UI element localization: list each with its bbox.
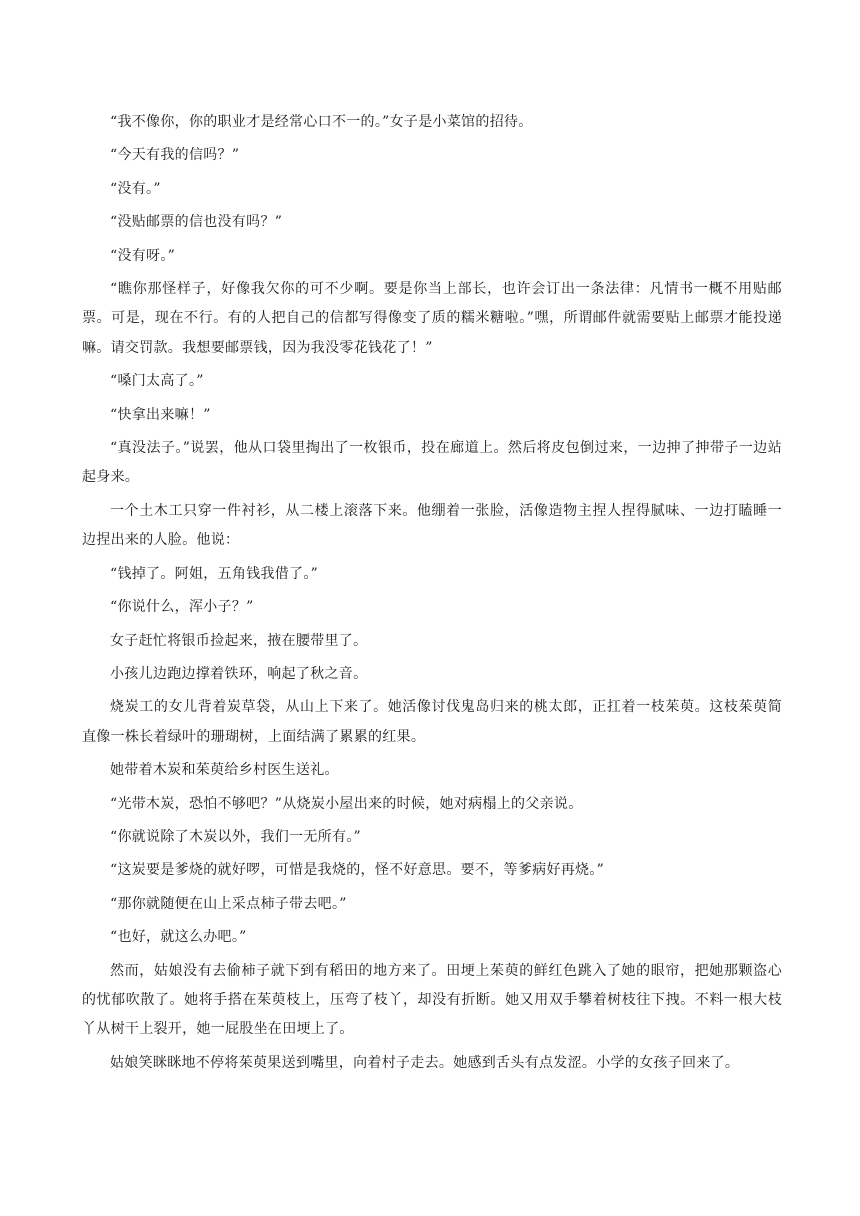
paragraph: “没有呀。” xyxy=(110,247,176,264)
paragraph: “真没法子。”说罢，他从口袋里掏出了一枚银币，投在廊道上。然后将皮包倒过来，一边抻了抻带子一边站起身来。 xyxy=(82,440,782,486)
paragraph: “你说什么，浑小子？” xyxy=(110,599,254,616)
paragraph: 女子赶忙将银币捡起来，掖在腰带里了。 xyxy=(110,632,368,649)
paragraph: 她带着木炭和茱萸给乡村医生送礼。 xyxy=(110,762,339,779)
paragraph: “你就说除了木炭以外，我们一无所有。” xyxy=(110,828,362,845)
paragraph: “瞧你那怪样子，好像我欠你的可不少啊。要是你当上部长，也许会订出一条法律：凡情书一概不用贴邮票。可是，现在不行。有的人把自己的信都写得像变了质的糯米糖啦。”嘿，所谓邮件就需要贴上邮票才能投递嘛。请交罚款。我想要邮票钱，因为我没零花钱花了！” xyxy=(82,281,782,356)
paragraph: 然而，姑娘没有去偷柿子就下到有稻田的地方来了。田埂上茱萸的鲜红色跳入了她的眼帘，把她那颗盗心的忧郁吹散了。她将手搭在茱萸枝上，压弯了枝丫，却没有折断。她又用双手攀着树枝往下拽。不料一根大枝丫从树干上裂开，她一屁股坐在田埂上了。 xyxy=(82,962,782,1038)
paragraph: 小孩儿边跑边撑着铁环，响起了秋之音。 xyxy=(110,665,368,682)
paragraph: “嗓门太高了。” xyxy=(110,373,204,390)
paragraph: “光带木炭，恐怕不够吧？”从烧炭小屋出来的时候，她对病榻上的父亲说。 xyxy=(110,795,583,812)
paragraph: 一个土木工只穿一件衬衫，从二楼上滚落下来。他绷着一张脸，活像造物主捏人捏得腻味、一边打瞌睡一边捏出来的人脸。他说： xyxy=(82,502,782,549)
paragraph: “没贴邮票的信也没有吗？” xyxy=(110,214,283,231)
paragraph: “今天有我的信吗？” xyxy=(110,147,240,164)
paragraph: “也好，就这么办吧。” xyxy=(110,929,247,946)
story-text xyxy=(82,108,782,1082)
paragraph: 烧炭工的女儿背着炭草袋，从山上下来了。她活像讨伐鬼岛归来的桃太郎，正扛着一枝茱萸。这枝茱萸简直像一株长着绿叶的珊瑚树，上面结满了累累的红果。 xyxy=(82,699,782,745)
paragraph: “快拿出来嘛！” xyxy=(110,406,211,423)
paragraph: “没有。” xyxy=(110,180,161,197)
paragraph: “我不像你，你的职业才是经常心口不一的。”女子是小菜馆的招待。 xyxy=(110,114,533,130)
paragraph: “钱掉了。阿姐，五角钱我借了。” xyxy=(110,565,319,582)
paragraph: 姑娘笑眯眯地不停将茱萸果送到嘴里，向着村子走去。她感到舌头有点发涩。小学的女孩子回来了。 xyxy=(110,1054,740,1071)
paragraph: “那你就随便在山上采点柿子带去吧。” xyxy=(110,895,347,912)
paragraph: “这炭要是爹烧的就好啰，可惜是我烧的，怪不好意思。要不，等爹病好再烧。” xyxy=(110,862,605,879)
